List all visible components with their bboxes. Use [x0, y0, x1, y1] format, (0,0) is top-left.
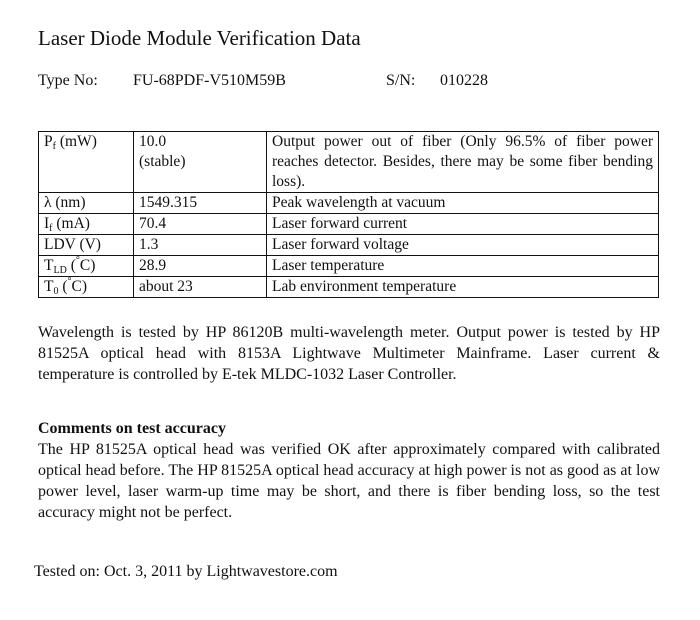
sn-value: 010228 [440, 72, 488, 89]
value-cell: 70.4 [134, 214, 267, 235]
description-cell: Laser forward current [267, 214, 659, 235]
table-row [39, 277, 659, 298]
table-row [39, 193, 659, 214]
table-row [39, 235, 659, 256]
value-cell: 10.0 (stable) [134, 132, 267, 193]
param-cell: $P_f$ (mW) [39, 132, 134, 193]
description-cell: Lab environment temperature [267, 277, 659, 298]
table-row [39, 132, 659, 193]
test-info-paragraph: Wavelength is tested by HP 86120B multi-wavelength meter. Output power is tested by HP 81525A optical head with 8153A Lightwave Multimeter Mainframe. Laser current & temperature is controlled by E-tek MLDC-1032 Laser Controller. [38, 324, 660, 383]
param-cell: LDV (V) [39, 235, 134, 256]
description-cell: Laser temperature [267, 256, 659, 277]
sn-label: S/N: [386, 72, 416, 89]
type-label: Type No: [38, 72, 98, 89]
value-cell: 1.3 [134, 235, 267, 256]
param-cell: $T_0$ (°C) [39, 277, 134, 298]
comments-heading: Comments on test accuracy [38, 420, 226, 437]
tested-on-footer: Tested on: Oct. 3, 2011 by Lightwavestore.com [34, 563, 338, 580]
description-cell: Laser forward voltage [267, 235, 659, 256]
value-cell: 1549.315 [134, 193, 267, 214]
param-cell: $T_{LD}$ (°C) [39, 256, 134, 277]
type-value: FU-68PDF-V510M59B [133, 72, 286, 89]
value-cell: about 23 [134, 277, 267, 298]
description-cell: Peak wavelength at vacuum [267, 193, 659, 214]
value-cell: 28.9 [134, 256, 267, 277]
param-cell: $I_f$ (mA) [39, 214, 134, 235]
table-row [39, 214, 659, 235]
document-title: Laser Diode Module Verification Data [38, 26, 361, 50]
comments-paragraph: The HP 81525A optical head was verified OK after approximately compared with calibrated optical head before. The HP 81525A optical head accuracy at high power is not as good as at low power level, laser warm-up time may be short, and there is fiber bending loss, so the test accuracy might not be perfect. [38, 441, 660, 521]
specification-table [38, 131, 659, 298]
description-cell: Output power out of fiber (Only 96.5% of fiber power reaches detector. Besides, there may be some fiber bending loss). [267, 132, 659, 193]
table-row [39, 256, 659, 277]
param-cell: λ (nm) [39, 193, 134, 214]
